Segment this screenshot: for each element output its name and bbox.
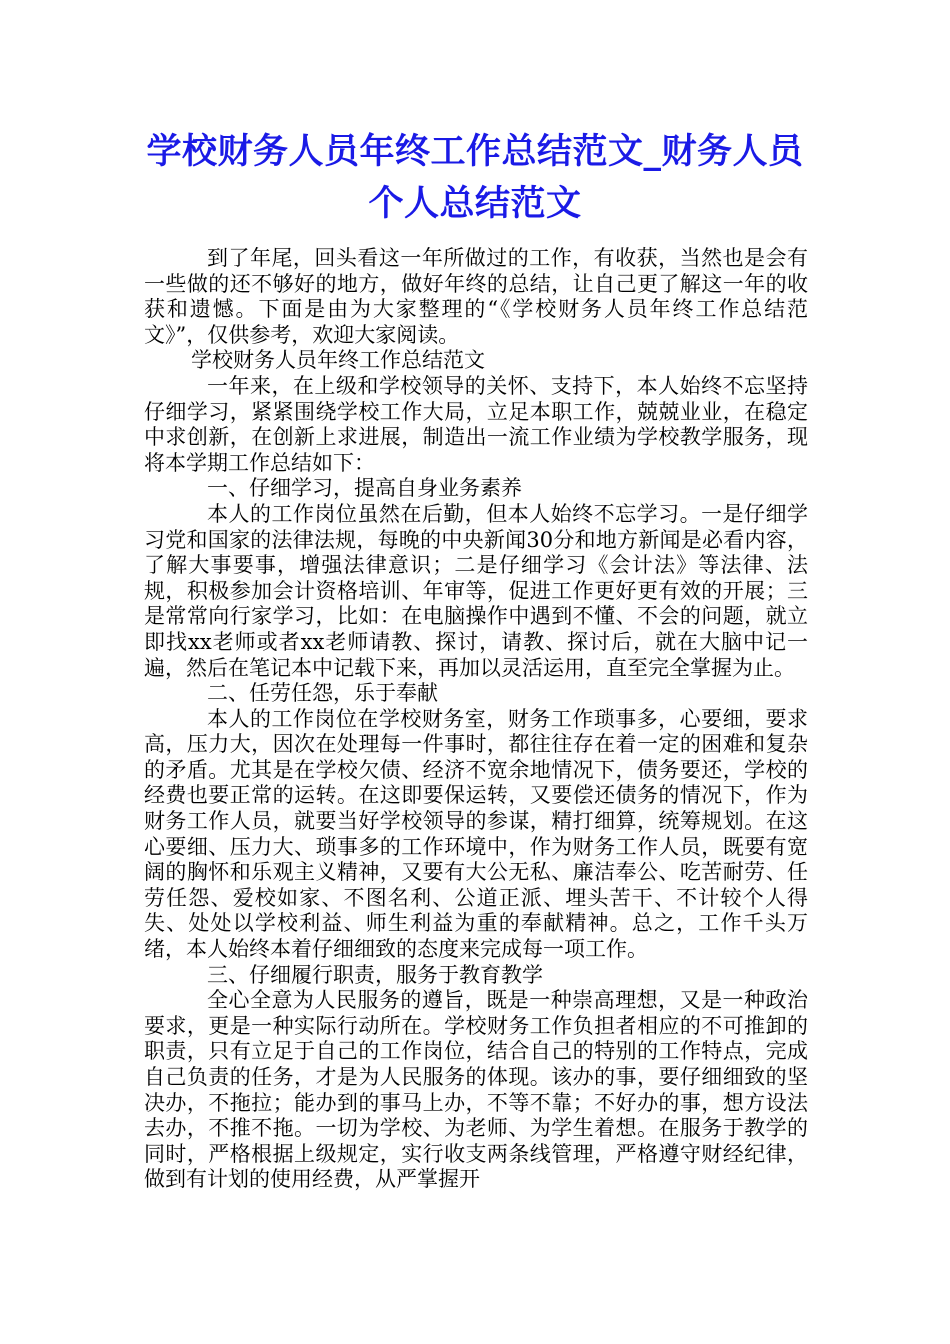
- section-heading-3: 三、仔细履行职责，服务于教育教学: [207, 962, 543, 987]
- section-paragraph-2: 本人的工作岗位在学校财务室，财务工作琐事多，心要细，要求高，压力大，因次在处理每一件事时，都往往存在着一定的困难和复杂的矛盾。尤其是在学校欠债、经济不宽余地情况下，债务要还，学校的经费也要正常的运转。在这即要保运转，又要偿还债务的情况下，作为财务工作人员，就要当好学校领导的参谋，精打细算，统筹规划。在这心要细、压力大、琐事多的工作环境中，作为财务工作人员，既要有宽阔的胸怀和乐观主义精神，又要有大公无私、廉洁奉公、吃苦耐劳、任劳任怨、爱校如家、不图名利、公道正派、埋头苦干、不计较个人得失、处处以学校利益、师生利益为重的奉献精神。总之，工作千头万绪，本人始终本着仔细细致的态度来完成每一项工作。: [144, 706, 808, 962]
- section-paragraph-3: 全心全意为人民服务的遵旨，既是一种崇高理想，又是一种政治要求，更是一种实际行动所在。学校财务工作负担者相应的不可推卸的职责，只有立足于自己的工作岗位，结合自己的特别的工作特点，完成自己负责的任务，才是为人民服务的体现。该办的事，要仔细细致的坚决办，不拖拉；能办到的事马上办，不等不靠；不好办的事，想方设法去办，不推不拖。一切为学校、为老师、为学生着想。在服务于教学的同时，严格根据上级规定，实行收支两条线管理，严格遵守财经纪律，做到有计划的使用经费，从严掌握开: [144, 988, 808, 1192]
- opening-paragraph: 一年来，在上级和学校领导的关怀、支持下，本人始终不忘坚持仔细学习，紧紧围绕学校工作大局，立足本职工作，兢兢业业，在稳定中求创新，在创新上求进展，制造出一流工作业绩为学校教学服务，现将本学期工作总结如下：: [144, 373, 808, 475]
- section-paragraph-1: 本人的工作岗位虽然在后勤，但本人始终不忘学习。一是仔细学习党和国家的法律法规，每晚的中央新闻30分和地方新闻是必看内容，了解大事要事，增强法律意识；二是仔细学习《会计法》等法律、法规，积极参加会计资格培训、年审等，促进工作更好更有效的开展；三是常常向行家学习，比如：在电脑操作中遇到不懂、不会的问题，就立即找xx老师或者xx老师请教、探讨，请教、探讨后，就在大脑中记一遍，然后在笔记本中记载下来，再加以灵活运用，直至完全掌握为止。: [144, 501, 808, 680]
- intro-paragraph: 到了年尾，回头看这一年所做过的工作，有收获，当然也是会有一些做的还不够好的地方，做好年终的总结，让自己更了解这一年的收获和遗憾。下面是由为大家整理的“《学校财务人员年终工作总结范文》”，仅供参考，欢迎大家阅读。: [144, 246, 808, 347]
- section-subtitle: 学校财务人员年终工作总结范文: [191, 348, 485, 373]
- document-title: 学校财务人员年终工作总结范文_财务人员个人总结范文: [146, 131, 804, 224]
- section-heading-2: 二、任劳任怨，乐于奉献: [207, 681, 438, 706]
- document-body: [144, 246, 808, 1193]
- section-heading-1: 一、仔细学习，提高自身业务素养: [207, 476, 522, 501]
